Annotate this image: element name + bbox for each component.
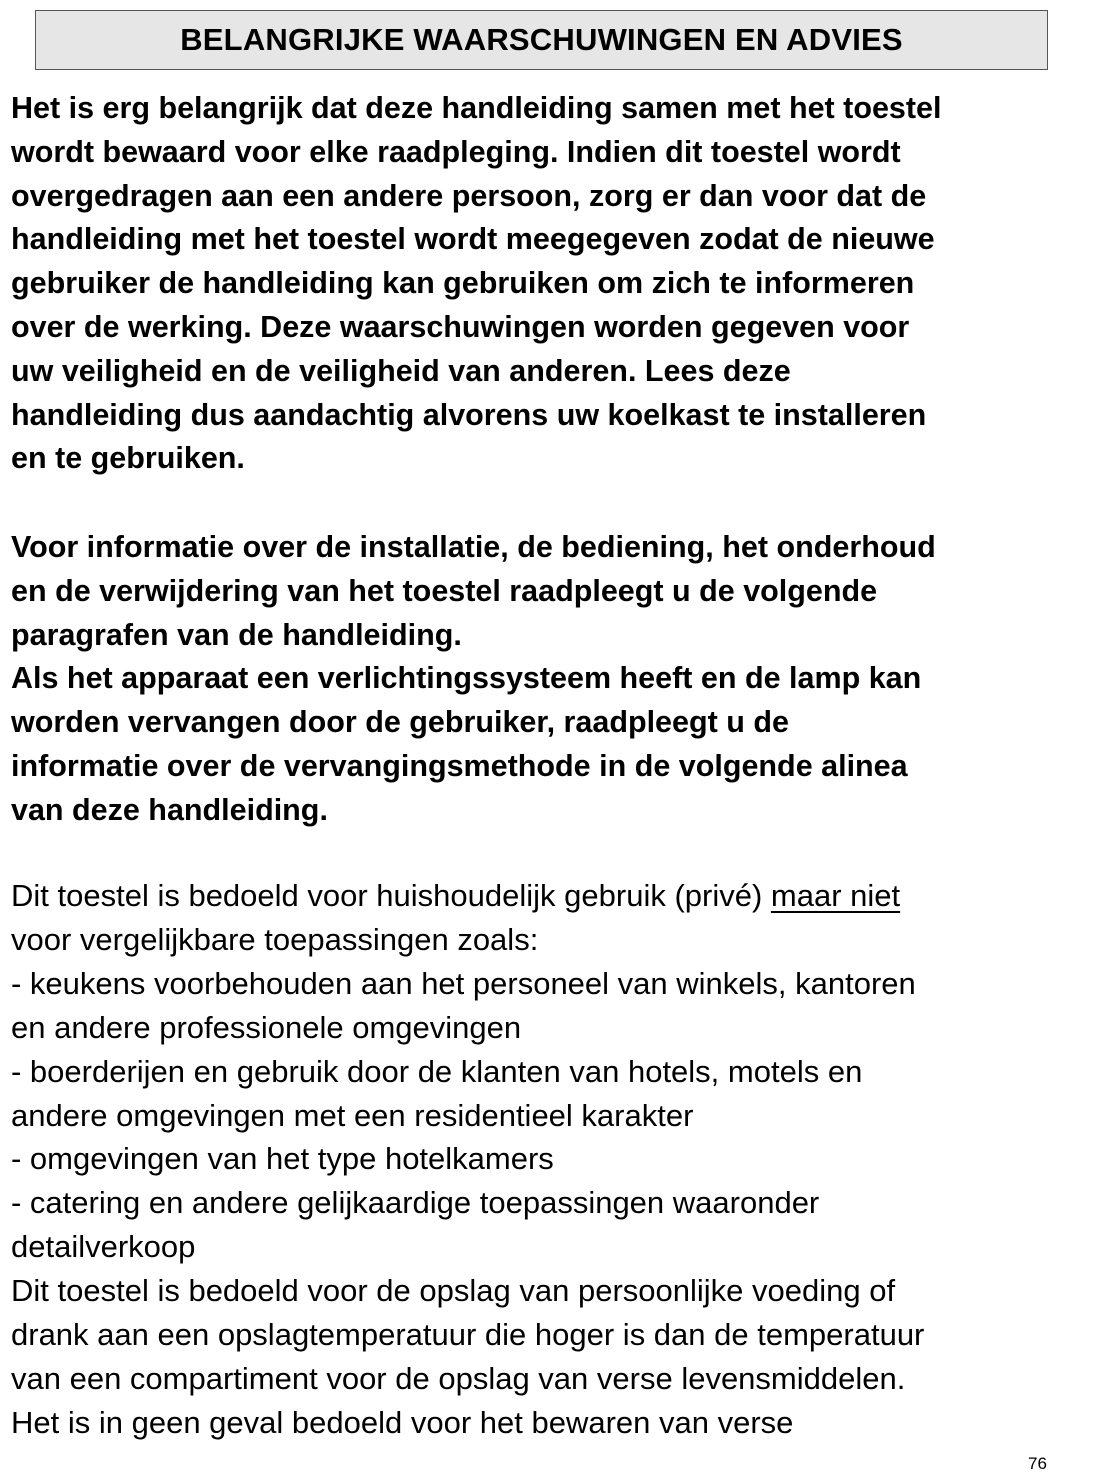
text-line: Het is in geen geval bedoeld voor het bewaren van verse — [11, 1404, 794, 1440]
text-line: paragrafen van de handleiding. — [11, 617, 462, 652]
text-line: gebruiker de handleiding kan gebruiken om zich te informeren — [11, 266, 915, 301]
section-title: BELANGRIJKE WAARSCHUWINGEN EN ADVIES — [180, 22, 903, 57]
text-line: van deze handleiding. — [11, 792, 328, 827]
warning-intro-paragraph — [11, 87, 1091, 481]
installation-info-paragraph — [11, 526, 1091, 833]
text-line: handleiding dus aandachtig alvorens uw koelkast te installeren — [11, 397, 927, 432]
text-line: drank aan een opslagtemperatuur die hoger is dan de temperatuur — [11, 1317, 925, 1353]
text-line: - boerderijen en gebruik door de klanten van hotels, motels en — [11, 1053, 863, 1089]
text-line: over de werking. Deze waarschuwingen worden gegeven voor — [11, 309, 910, 344]
text-line: - catering en andere gelijkaardige toepassingen waaronder — [11, 1185, 820, 1221]
text-line: informatie over de vervangingsmethode in de volgende alinea — [11, 748, 908, 783]
text-line: Voor informatie over de installatie, de bediening, het onderhoud — [11, 530, 936, 564]
text-line: Het is erg belangrijk dat deze handleiding samen met het toestel — [11, 91, 942, 125]
text-line: en andere professionele omgevingen — [11, 1009, 522, 1045]
text-line: - omgevingen van het type hotelkamers — [11, 1141, 554, 1177]
text-line: Als het apparaat een verlichtingssysteem heeft en de lamp kan — [11, 661, 922, 696]
text-line: - keukens voorbehouden aan het personeel van winkels, kantoren — [11, 965, 916, 1001]
section-title-box — [35, 10, 1048, 70]
text-line: handleiding met het toestel wordt meegegeven zodat de nieuwe — [11, 222, 935, 257]
text-line: worden vervangen door de gebruiker, raadpleegt u de — [11, 705, 789, 740]
text-line: detailverkoop — [11, 1229, 196, 1265]
text-line: van een compartiment voor de opslag van verse levensmiddelen. — [11, 1360, 906, 1396]
usage-paragraph — [11, 874, 1091, 1445]
underlined-emphasis: maar niet — [770, 878, 901, 913]
text-line — [11, 874, 1091, 918]
text-line: voor vergelijkbare toepassingen zoals: — [11, 921, 539, 957]
text-line: uw veiligheid en de veiligheid van anderen. Lees deze — [11, 353, 791, 388]
text-line: wordt bewaard voor elke raadpleging. Indien dit toestel wordt — [11, 134, 901, 169]
text-line: en te gebruiken. — [11, 441, 245, 476]
usage-intro-text: Dit toestel is bedoeld voor huishoudelijk gebruik (privé) — [11, 878, 771, 913]
text-line: Dit toestel is bedoeld voor de opslag van persoonlijke voeding of — [11, 1273, 896, 1309]
page-number: 76 — [1028, 1454, 1047, 1473]
text-line: andere omgevingen met een residentieel karakter — [11, 1097, 694, 1133]
text-line: en de verwijdering van het toestel raadpleegt u de volgende — [11, 573, 878, 608]
text-line: overgedragen aan een andere persoon, zorg er dan voor dat de — [11, 178, 927, 213]
